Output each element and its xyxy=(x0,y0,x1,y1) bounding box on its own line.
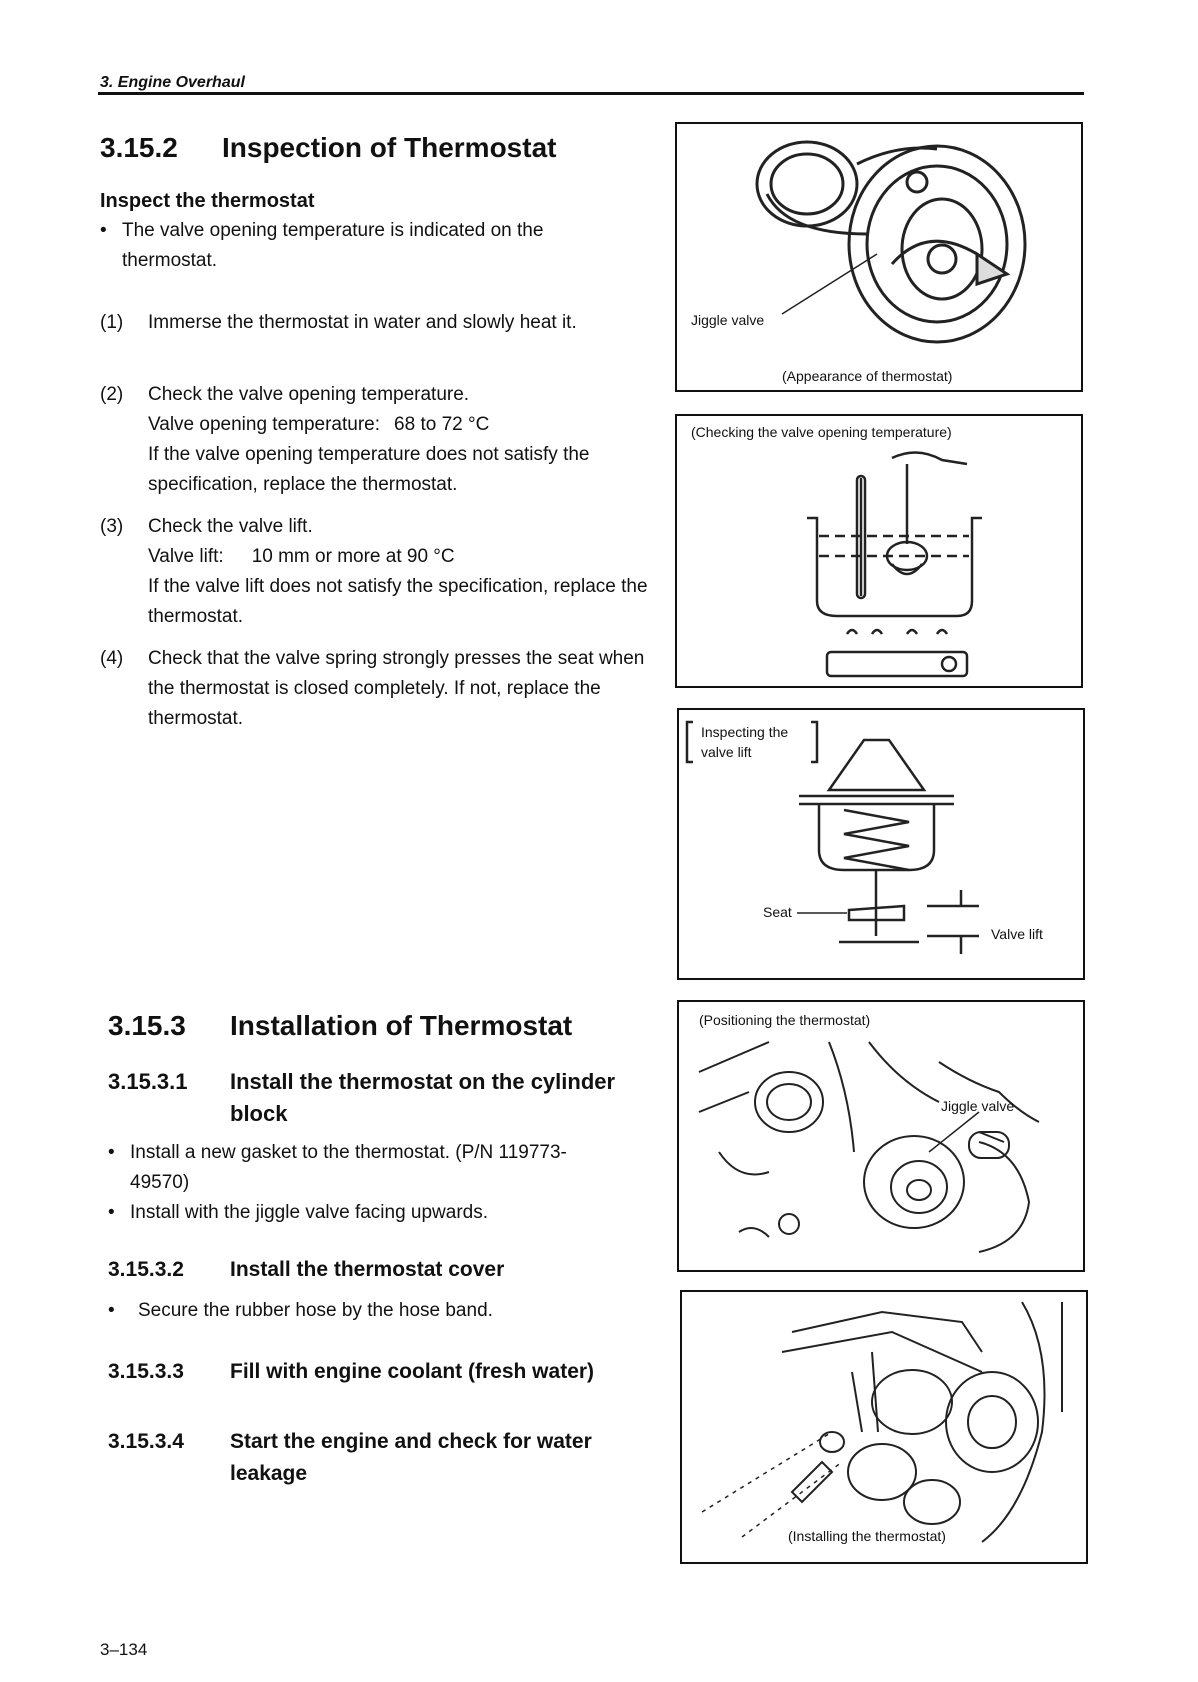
spec-line xyxy=(148,410,648,440)
bullet-text: The valve opening temperature is indicated on the thermostat. xyxy=(122,220,544,271)
bullet-text: Install a new gasket to the thermostat. (P/N 119773-49570) xyxy=(130,1142,567,1193)
subsection-title: Fill with engine coolant (fresh water) xyxy=(230,1360,595,1383)
step-text: Check the valve lift. xyxy=(148,516,313,537)
bullet-text: Install with the jiggle valve facing upwards. xyxy=(130,1202,489,1223)
seat-label: Seat xyxy=(763,904,792,920)
bullet-dot: • xyxy=(108,1202,115,1223)
step-content xyxy=(148,380,648,500)
step-text: Check that the valve spring strongly presses the seat when the thermostat is closed completely. If not, replace the thermostat. xyxy=(148,648,645,729)
section-title: Installation of Thermostat xyxy=(230,1010,573,1041)
step-content xyxy=(148,512,648,632)
subsection-3-15-3-3 xyxy=(108,1356,678,1388)
figure-thermostat-appearance xyxy=(675,122,1083,392)
page-number: 3–134 xyxy=(100,1640,148,1659)
section-title: Inspection of Thermostat xyxy=(222,132,557,163)
bullet-dot: • xyxy=(108,1142,115,1163)
bullet-text: Secure the rubber hose by the hose band. xyxy=(138,1300,493,1321)
figure-caption-line2: valve lift xyxy=(701,744,752,760)
valve-lift-label: Valve lift xyxy=(991,926,1043,942)
spec-value: 10 mm or more at 90 °C xyxy=(251,546,455,567)
subsection-title: Start the engine and check for water leakage xyxy=(230,1430,592,1485)
step-index: (4) xyxy=(100,648,124,669)
figure-installing-thermostat xyxy=(680,1290,1088,1564)
section-3-15-3-heading xyxy=(108,1010,572,1042)
step-index: (1) xyxy=(100,312,124,333)
subsection-title: Install the thermostat on the cylinder block xyxy=(230,1069,616,1126)
subsection-3-15-3-2 xyxy=(108,1254,668,1286)
step-text: Check the valve opening temperature. xyxy=(148,384,470,405)
beaker-illustration xyxy=(677,416,1081,686)
figure-caption: (Checking the valve opening temperature) xyxy=(691,424,952,440)
spec-value: 68 to 72 °C xyxy=(394,414,490,435)
figure-valve-lift xyxy=(677,708,1085,980)
step-index: (2) xyxy=(100,384,124,405)
subsection-title: Install the thermostat cover xyxy=(230,1258,505,1281)
subsection-number: 3.15.3.3 xyxy=(108,1360,184,1383)
subsection-number: 3.15.3.4 xyxy=(108,1430,184,1453)
section-number: 3.15.2 xyxy=(100,132,178,163)
subheading-inspect: Inspect the thermostat xyxy=(100,190,315,212)
step-text: Immerse the thermostat in water and slowly heat it. xyxy=(148,312,577,333)
running-header: 3. Engine Overhaul xyxy=(100,74,245,91)
bullet-dot: • xyxy=(108,1300,115,1321)
step-note: If the valve opening temperature does not satisfy the specification, replace the thermostat. xyxy=(148,444,590,495)
step-note: If the valve lift does not satisfy the specification, replace the thermostat. xyxy=(148,576,648,627)
step-4 xyxy=(100,644,660,736)
figure-caption: (Positioning the thermostat) xyxy=(699,1012,871,1028)
figure-positioning-thermostat xyxy=(677,1000,1085,1272)
thermostat-illustration xyxy=(677,124,1081,390)
figure-caption: (Installing the thermostat) xyxy=(788,1528,946,1544)
figure-caption: (Appearance of thermostat) xyxy=(782,368,953,384)
figure-label: Jiggle valve xyxy=(691,312,765,328)
step-index: (3) xyxy=(100,516,124,537)
subsection-3-15-3-4 xyxy=(108,1426,678,1492)
step-2 xyxy=(100,380,660,500)
bullet-opening-temp xyxy=(100,216,640,280)
figure-valve-opening-test xyxy=(675,414,1083,688)
section-3-15-2-heading xyxy=(100,132,556,164)
bullet-jiggle xyxy=(108,1198,648,1228)
engine-assembly-illustration xyxy=(682,1292,1086,1562)
subsection-number: 3.15.3.2 xyxy=(108,1258,184,1281)
subsection-3-15-3-1 xyxy=(108,1066,668,1132)
figure-caption-line1: Inspecting the xyxy=(701,724,789,740)
bullet-gasket xyxy=(108,1138,648,1198)
subsection-number: 3.15.3.1 xyxy=(108,1069,188,1094)
figure-label: Jiggle valve xyxy=(941,1098,1015,1114)
header-rule xyxy=(98,92,1084,95)
spec-label: Valve opening temperature: xyxy=(148,414,381,435)
step-3 xyxy=(100,512,660,632)
bullet-hose xyxy=(108,1296,648,1326)
section-number: 3.15.3 xyxy=(108,1010,186,1041)
bullet-dot: • xyxy=(100,220,107,241)
spec-label: Valve lift: xyxy=(148,546,224,567)
engine-block-illustration xyxy=(679,1002,1083,1270)
step-1 xyxy=(100,308,660,372)
spec-line xyxy=(148,542,648,572)
